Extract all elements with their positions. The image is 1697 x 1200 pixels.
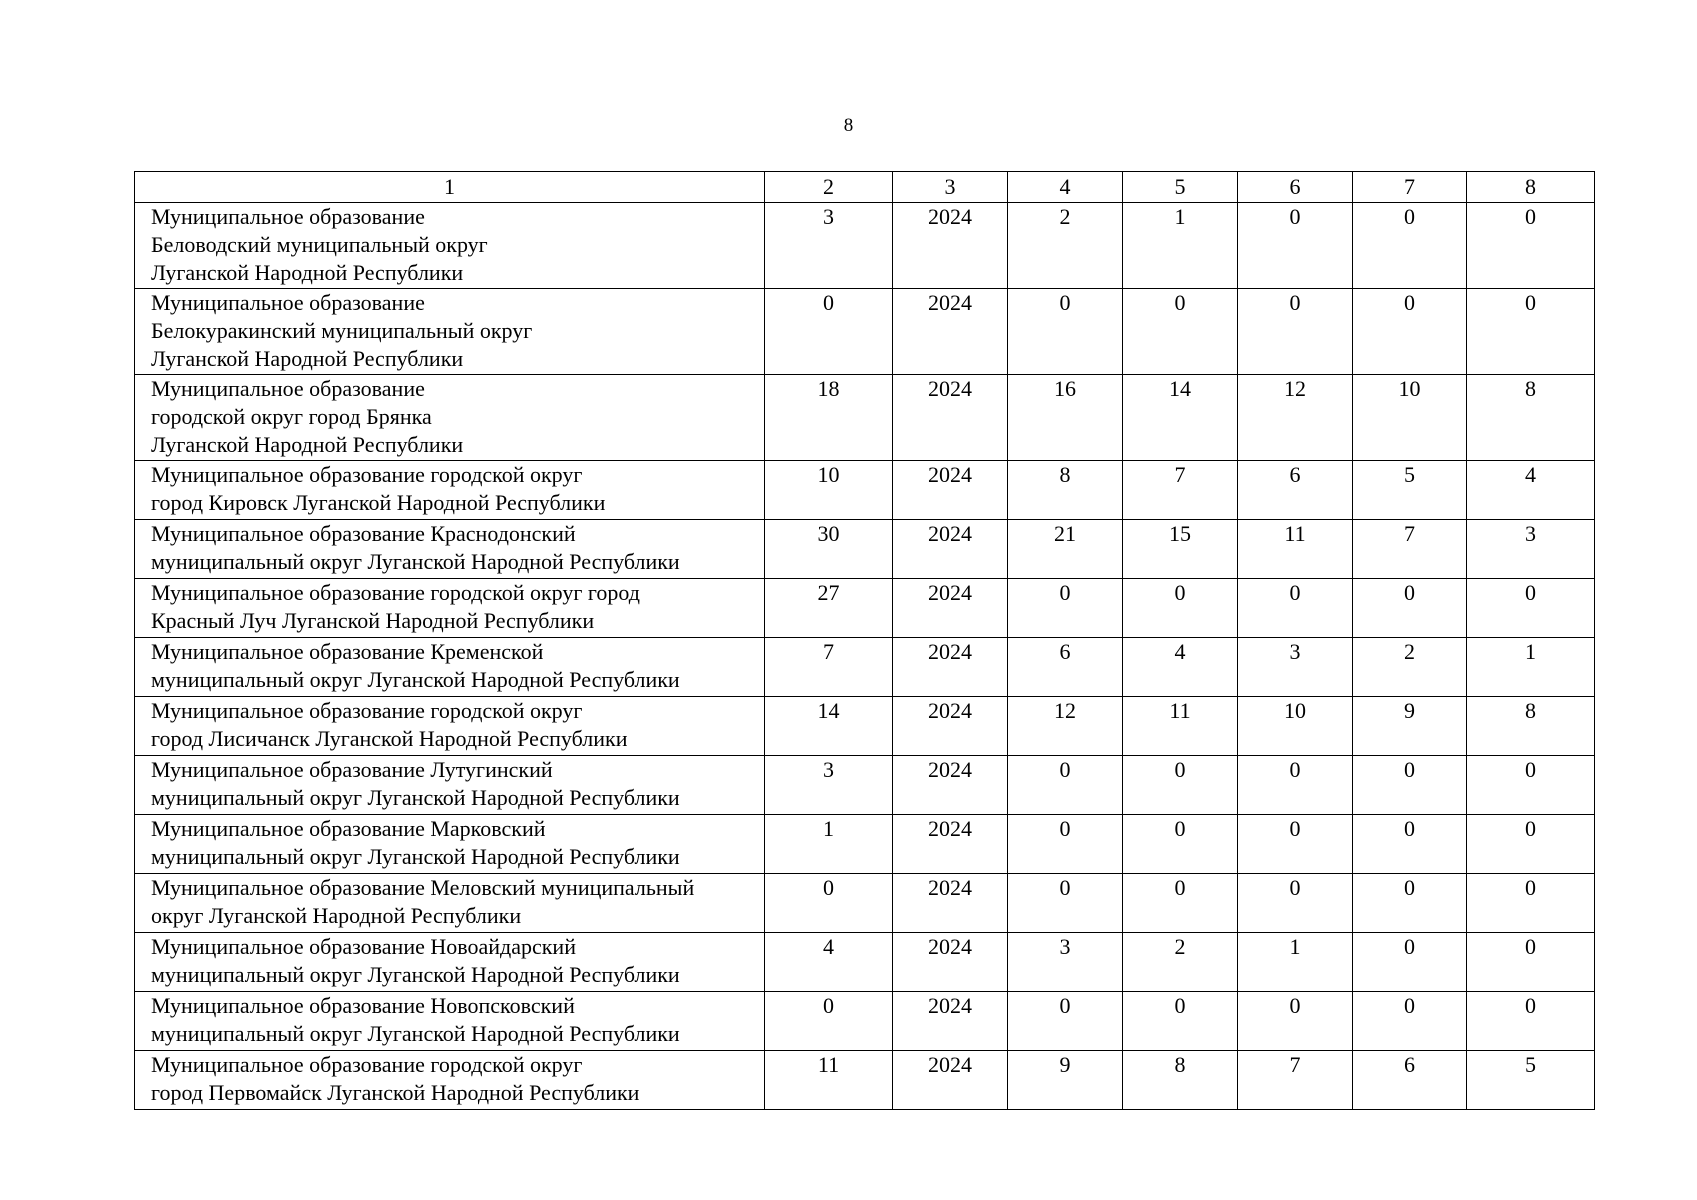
value-cell: 7 xyxy=(1238,1051,1353,1110)
value-cell: 0 xyxy=(1123,756,1238,815)
column-header: 4 xyxy=(1008,172,1123,203)
table-row xyxy=(135,520,1595,579)
value-cell: 6 xyxy=(1238,461,1353,520)
value-cell: 2 xyxy=(1353,638,1467,697)
table-row xyxy=(135,815,1595,874)
value-cell: 3 xyxy=(1238,638,1353,697)
value-cell: 12 xyxy=(1238,375,1353,461)
value-cell: 0 xyxy=(1467,203,1595,289)
value-cell: 9 xyxy=(1353,697,1467,756)
header-row xyxy=(135,172,1595,203)
value-cell: 0 xyxy=(1353,756,1467,815)
column-header: 2 xyxy=(765,172,893,203)
value-cell: 10 xyxy=(1238,697,1353,756)
value-cell: 2024 xyxy=(893,520,1008,579)
table-row xyxy=(135,992,1595,1051)
value-cell: 4 xyxy=(1467,461,1595,520)
value-cell: 0 xyxy=(1353,933,1467,992)
value-cell: 0 xyxy=(1467,933,1595,992)
value-cell: 0 xyxy=(1353,874,1467,933)
value-cell: 11 xyxy=(765,1051,893,1110)
value-cell: 0 xyxy=(1008,289,1123,375)
value-cell: 0 xyxy=(1238,992,1353,1051)
value-cell: 0 xyxy=(1238,579,1353,638)
value-cell: 2 xyxy=(1123,933,1238,992)
value-cell: 0 xyxy=(1353,289,1467,375)
value-cell: 7 xyxy=(765,638,893,697)
value-cell: 2024 xyxy=(893,579,1008,638)
value-cell: 2024 xyxy=(893,289,1008,375)
table-row xyxy=(135,638,1595,697)
value-cell: 7 xyxy=(1353,520,1467,579)
value-cell: 6 xyxy=(1008,638,1123,697)
value-cell: 2024 xyxy=(893,933,1008,992)
municipality-name-cell: Муниципальное образование Меловский муниципальный округ Луганской Народной Республики xyxy=(135,874,765,933)
value-cell: 0 xyxy=(1123,815,1238,874)
value-cell: 2024 xyxy=(893,756,1008,815)
value-cell: 8 xyxy=(1123,1051,1238,1110)
column-header: 8 xyxy=(1467,172,1595,203)
column-header: 6 xyxy=(1238,172,1353,203)
value-cell: 2024 xyxy=(893,815,1008,874)
value-cell: 12 xyxy=(1008,697,1123,756)
table-row xyxy=(135,1051,1595,1110)
value-cell: 0 xyxy=(1238,815,1353,874)
value-cell: 2024 xyxy=(893,638,1008,697)
column-header: 3 xyxy=(893,172,1008,203)
table-header xyxy=(135,172,1595,203)
value-cell: 1 xyxy=(765,815,893,874)
municipality-name-cell: Муниципальное образование Новопсковский муниципальный округ Луганской Народной Республики xyxy=(135,992,765,1051)
value-cell: 30 xyxy=(765,520,893,579)
value-cell: 8 xyxy=(1467,375,1595,461)
table-body xyxy=(135,203,1595,1110)
value-cell: 0 xyxy=(1238,874,1353,933)
value-cell: 0 xyxy=(1123,992,1238,1051)
municipality-name-cell: Муниципальное образование Новоайдарский муниципальный округ Луганской Народной Республики xyxy=(135,933,765,992)
value-cell: 0 xyxy=(1467,992,1595,1051)
value-cell: 3 xyxy=(1008,933,1123,992)
value-cell: 1 xyxy=(1123,203,1238,289)
value-cell: 0 xyxy=(1008,579,1123,638)
value-cell: 9 xyxy=(1008,1051,1123,1110)
value-cell: 10 xyxy=(765,461,893,520)
municipality-name-cell: Муниципальное образование городской округ город Красный Луч Луганской Народной Республики xyxy=(135,579,765,638)
value-cell: 14 xyxy=(1123,375,1238,461)
value-cell: 5 xyxy=(1467,1051,1595,1110)
value-cell: 0 xyxy=(1008,815,1123,874)
value-cell: 0 xyxy=(1008,992,1123,1051)
table-row xyxy=(135,756,1595,815)
value-cell: 0 xyxy=(765,992,893,1051)
value-cell: 0 xyxy=(1008,874,1123,933)
table-row xyxy=(135,697,1595,756)
municipality-name-cell: Муниципальное образование городской округ город Кировск Луганской Народной Республики xyxy=(135,461,765,520)
municipality-name-cell: Муниципальное образование городской округ город Лисичанск Луганской Народной Республики xyxy=(135,697,765,756)
municipality-name-cell: Муниципальное образование Кременской муниципальный округ Луганской Народной Республики xyxy=(135,638,765,697)
value-cell: 3 xyxy=(765,203,893,289)
value-cell: 21 xyxy=(1008,520,1123,579)
value-cell: 0 xyxy=(1467,756,1595,815)
value-cell: 6 xyxy=(1353,1051,1467,1110)
column-header: 1 xyxy=(135,172,765,203)
value-cell: 3 xyxy=(765,756,893,815)
value-cell: 2024 xyxy=(893,992,1008,1051)
value-cell: 0 xyxy=(1467,289,1595,375)
value-cell: 0 xyxy=(765,289,893,375)
table-row xyxy=(135,461,1595,520)
value-cell: 0 xyxy=(1123,579,1238,638)
value-cell: 11 xyxy=(1238,520,1353,579)
value-cell: 27 xyxy=(765,579,893,638)
value-cell: 5 xyxy=(1353,461,1467,520)
value-cell: 0 xyxy=(1238,289,1353,375)
value-cell: 4 xyxy=(1123,638,1238,697)
municipality-name-cell: Муниципальное образование Белокуракинский муниципальный округ Луганской Народной Республики xyxy=(135,289,765,375)
value-cell: 0 xyxy=(1353,815,1467,874)
value-cell: 11 xyxy=(1123,697,1238,756)
value-cell: 16 xyxy=(1008,375,1123,461)
value-cell: 0 xyxy=(1467,579,1595,638)
table-row xyxy=(135,933,1595,992)
column-header: 5 xyxy=(1123,172,1238,203)
data-table xyxy=(134,171,1595,1110)
value-cell: 3 xyxy=(1467,520,1595,579)
value-cell: 8 xyxy=(1008,461,1123,520)
value-cell: 0 xyxy=(1467,815,1595,874)
value-cell: 0 xyxy=(1008,756,1123,815)
value-cell: 0 xyxy=(1238,203,1353,289)
municipality-name-cell: Муниципальное образование городской округ город Первомайск Луганской Народной Республики xyxy=(135,1051,765,1110)
value-cell: 0 xyxy=(1467,874,1595,933)
value-cell: 0 xyxy=(1123,874,1238,933)
value-cell: 0 xyxy=(1238,756,1353,815)
value-cell: 15 xyxy=(1123,520,1238,579)
municipality-name-cell: Муниципальное образование Краснодонский муниципальный округ Луганской Народной Республики xyxy=(135,520,765,579)
value-cell: 1 xyxy=(1467,638,1595,697)
table-row xyxy=(135,375,1595,461)
value-cell: 2024 xyxy=(893,697,1008,756)
value-cell: 18 xyxy=(765,375,893,461)
municipality-name-cell: Муниципальное образование городской округ город Брянка Луганской Народной Республики xyxy=(135,375,765,461)
table-row xyxy=(135,289,1595,375)
value-cell: 1 xyxy=(1238,933,1353,992)
table-row xyxy=(135,874,1595,933)
value-cell: 8 xyxy=(1467,697,1595,756)
municipality-name-cell: Муниципальное образование Марковский муниципальный округ Луганской Народной Республики xyxy=(135,815,765,874)
value-cell: 10 xyxy=(1353,375,1467,461)
value-cell: 2024 xyxy=(893,1051,1008,1110)
value-cell: 0 xyxy=(1353,203,1467,289)
value-cell: 2024 xyxy=(893,375,1008,461)
column-header: 7 xyxy=(1353,172,1467,203)
table-row xyxy=(135,579,1595,638)
municipality-name-cell: Муниципальное образование Лутугинский муниципальный округ Луганской Народной Республики xyxy=(135,756,765,815)
value-cell: 0 xyxy=(1353,992,1467,1051)
value-cell: 4 xyxy=(765,933,893,992)
value-cell: 2 xyxy=(1008,203,1123,289)
value-cell: 0 xyxy=(1353,579,1467,638)
table-row xyxy=(135,203,1595,289)
page-number: 8 xyxy=(843,115,854,136)
value-cell: 0 xyxy=(1123,289,1238,375)
value-cell: 7 xyxy=(1123,461,1238,520)
municipality-name-cell: Муниципальное образование Беловодский муниципальный округ Луганской Народной Республики xyxy=(135,203,765,289)
value-cell: 2024 xyxy=(893,461,1008,520)
value-cell: 2024 xyxy=(893,874,1008,933)
value-cell: 2024 xyxy=(893,203,1008,289)
value-cell: 14 xyxy=(765,697,893,756)
value-cell: 0 xyxy=(765,874,893,933)
